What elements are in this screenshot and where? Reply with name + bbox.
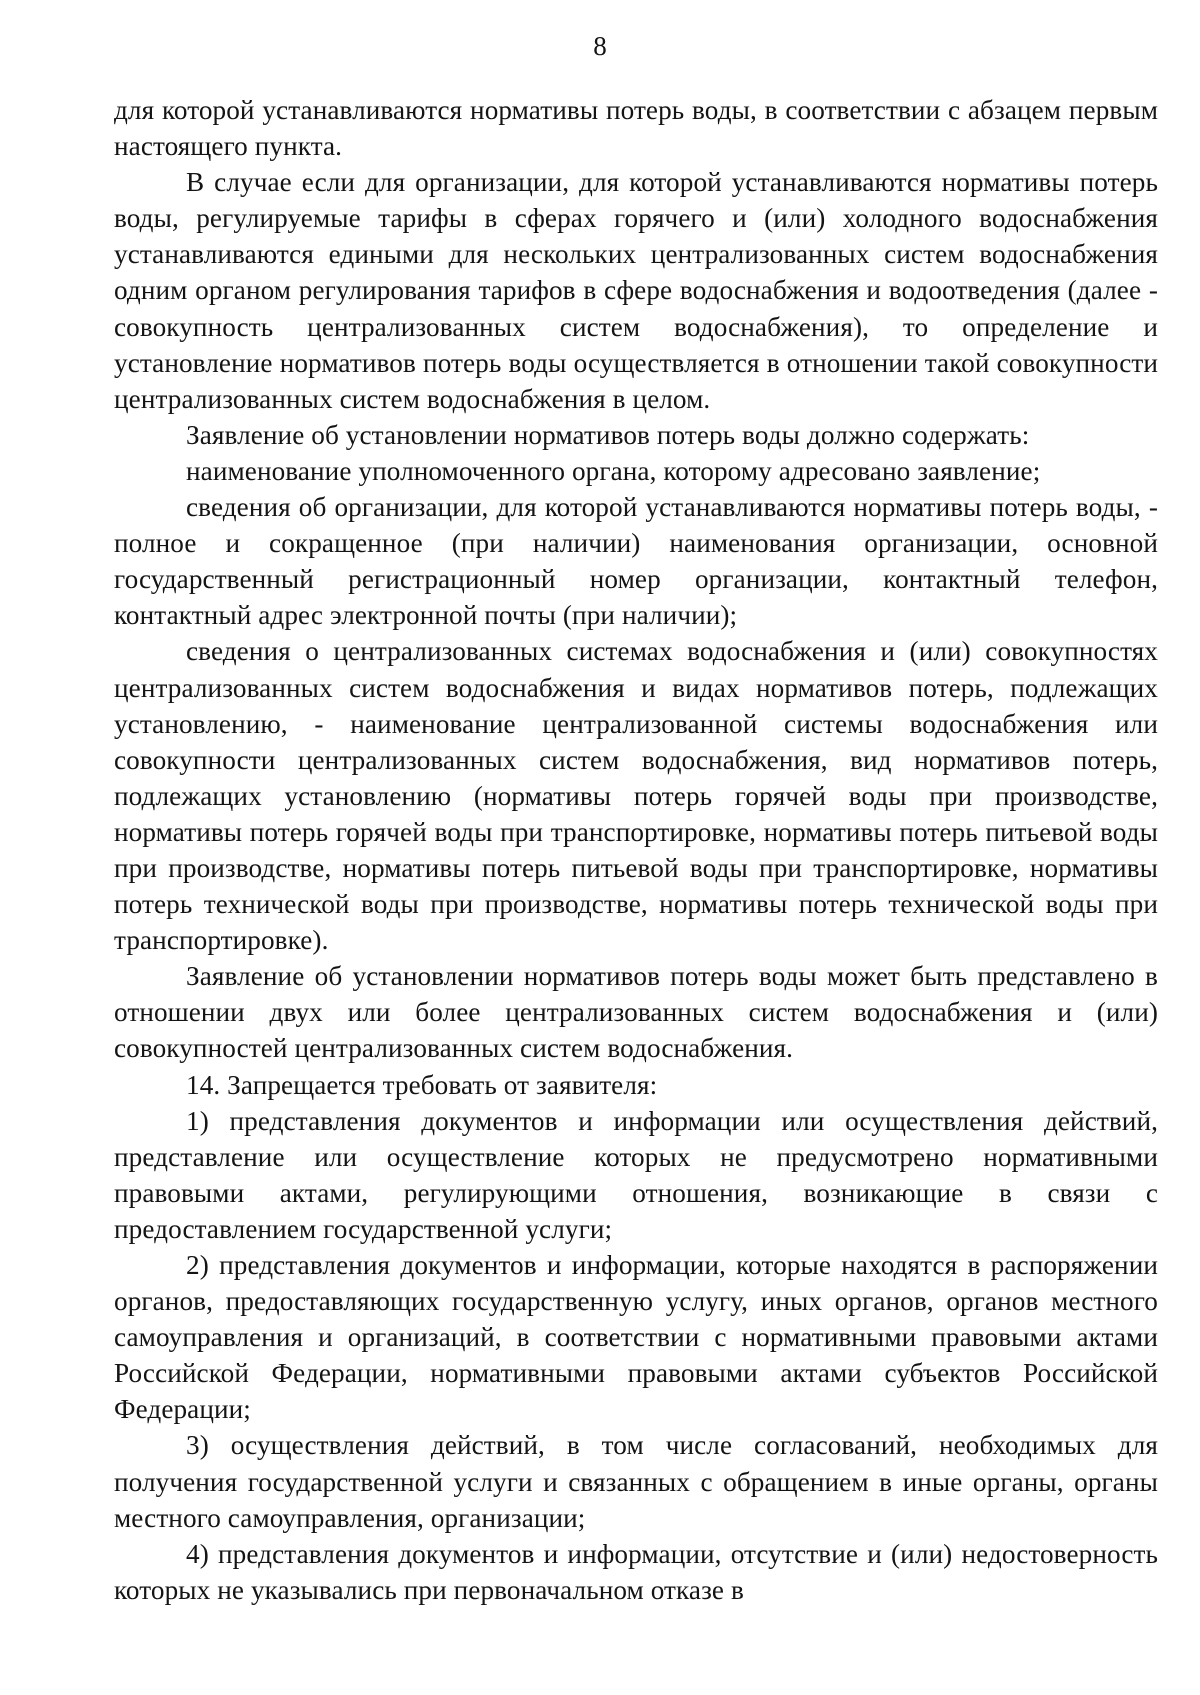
paragraph-systems-info: сведения о централизованных системах водоснабжения и (или) совокупностях централизованных систем водоснабжения и видах нормативов потерь, подлежащих установлению, - наименование централизованной системы водоснабжения или совокупности централизованных систем водоснабжения, вид нормативов потерь, подлежащих установлению (нормативы потерь горячей воды при производстве, нормативы потерь горячей воды при транспортировке, нормативы потерь питьевой воды при производстве, нормативы потерь питьевой воды при транспортировке, нормативы потерь технической воды при производстве, нормативы потерь технической воды при транспортировке).: [114, 636, 1158, 956]
paragraph-application-contents: Заявление об установлении нормативов потерь воды должно содержать:: [186, 419, 1030, 450]
paragraph-subitem-3: 3) осуществления действий, в том числе согласований, необходимых для получения государственной услуги и связанных с обращением в иные органы, органы местного самоуправления, организации;: [114, 1430, 1158, 1533]
paragraph-combined-systems: В случае если для организации, для которой устанавливаются нормативы потерь воды, регулируемые тарифы в сферах горячего и (или) холодного водоснабжения устанавливаются едиными для нескольких централизованных систем водоснабжения одним органом регулирования тарифов в сфере водоснабжения и водоотведения (далее - совокупность централизованных систем водоснабжения), то определение и установление нормативов потерь воды осуществляется в отношении такой совокупности централизованных систем водоснабжения в целом.: [114, 167, 1158, 414]
paragraph-subitem-1: 1) представления документов и информации или осуществления действий, представление или осуществление которых не предусмотрено нормативными правовыми актами, регулирующими отношения, возникающие в связи с предоставлением государственной услуги;: [114, 1105, 1158, 1244]
paragraph-organization-info: сведения об организации, для которой устанавливаются нормативы потерь воды, - полное и сокращенное (при наличии) наименования организации, основной государственный регистрационный номер организации, контактный телефон, контактный адрес электронной почты (при наличии);: [114, 492, 1158, 631]
paragraph-multiple-systems: Заявление об установлении нормативов потерь воды может быть представлено в отношении двух или более централизованных систем водоснабжения и (или) совокупностей централизованных систем водоснабжения.: [114, 961, 1158, 1064]
paragraph-item-14-heading: 14. Запрещается требовать от заявителя:: [186, 1069, 658, 1100]
document-body: [114, 92, 1158, 1608]
paragraph-subitem-4: 4) представления документов и информации, отсутствие и (или) недостоверность которых не указывались при первоначальном отказе в: [114, 1538, 1158, 1605]
paragraph-subitem-2: 2) представления документов и информации, которые находятся в распоряжении органов, предоставляющих государственную услугу, иных органов, органов местного самоуправления и организаций, в соответствии с нормативными правовыми актами Российской Федерации, нормативными правовыми актами субъектов Российской Федерации;: [114, 1250, 1158, 1425]
paragraph-authority-name: наименование уполномоченного органа, которому адресовано заявление;: [186, 455, 1041, 486]
paragraph-continuation: для которой устанавливаются нормативы потерь воды, в соответствии с абзацем первым настоящего пункта.: [114, 95, 1158, 162]
page-number: 8: [593, 31, 607, 61]
